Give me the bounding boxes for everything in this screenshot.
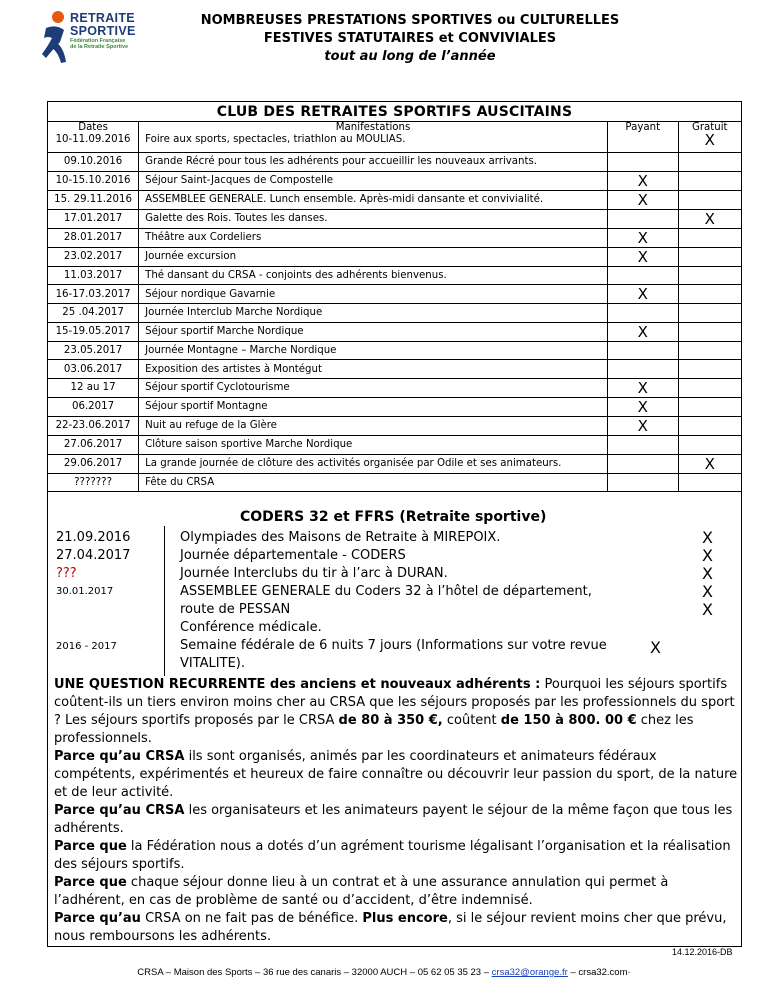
table-row [48,473,742,492]
table-row [48,228,742,247]
event-description: Théâtre aux Cordeliers [139,228,608,247]
faq-p4-text: chaque séjour donne lieu à un contrat et à une assurance annulation qui permet à l’adhérent, en cas de problème de santé ou d’accident, d’être indemnisé. [54,875,669,908]
gratuit-mark [678,416,741,435]
event-date: 09.10.2016 [48,153,139,172]
gratuit-mark [678,378,741,397]
col-header-gratuit: Gratuit [691,122,728,133]
footer-text2: – crsa32.com [567,967,628,978]
event-date: 06.2017 [48,397,139,416]
footer-email-link[interactable]: crsa32@orange.fr [491,967,568,978]
logo-line4: de la Retraite Sportive [70,44,129,50]
gratuit-mark [678,266,741,285]
table-row [48,247,742,266]
payant-mark: X [607,397,678,416]
payant-mark [607,454,678,473]
payant-mark: X [607,228,678,247]
table-row [48,378,742,397]
coders-date-4: 30.01.2017 [56,586,114,597]
coders-act-4c: Conférence médicale. [180,620,322,635]
event-date: 15. 29.11.2016 [48,190,139,209]
faq-q-price1: de 80 à 350 €, [338,713,443,728]
payant-mark [607,473,678,492]
coders-free-mark-2: X [702,546,713,565]
coders-pay-mark: X [650,638,661,657]
gratuit-mark [678,360,741,379]
col-header-manifestations: Manifestations [335,122,411,133]
faq-p5-text2: , si le séjour revient moins cher que prévu, nous remboursons les adhérents. [54,911,727,944]
gratuit-mark [678,473,741,492]
event-date: 25 .04.2017 [48,304,139,323]
event-date: 28.01.2017 [48,228,139,247]
coders-act-5b: VITALITE). [180,656,245,671]
event-description: Séjour sportif Cyclotourisme [139,378,608,397]
coders-date-5: 2016 - 2017 [56,641,117,652]
club-events-table [47,121,742,492]
faq-p5-bold: Parce qu’au [54,911,141,926]
gratuit-mark [678,153,741,172]
table-row [48,304,742,323]
payant-mark [607,153,678,172]
footer-text3: - [627,967,631,978]
coders-act-4a: ASSEMBLEE GENERALE du Coders 32 à l’hôtel de département, [180,584,592,599]
faq-question [54,676,739,748]
faq-q-text1: Pourquoi les séjours sportifs coûtent-ils un tiers environ moins cher au CRSA que les séjours proposés par les professionnels du sport ? Les séjours sportifs proposés par le CRSA [54,677,735,728]
payant-mark: X [607,190,678,209]
coders-act-5a: Semaine fédérale de 6 nuits 7 jours (Informations sur votre revue [180,638,607,653]
event-date: 10-11.09.2016 [55,134,131,145]
event-description: Galette des Rois. Toutes les danses. [139,209,608,228]
faq-q-text2: coûtent [442,713,501,728]
payant-mark: X [607,378,678,397]
event-description: Séjour sportif Marche Nordique [139,322,608,341]
coders-act-3: Journée Interclubs du tir à l’arc à DURAN. [180,566,448,581]
faq-q-bold: UNE QUESTION RECURRENTE des anciens et nouveaux adhérents : [54,677,541,692]
gratuit-mark [678,304,741,323]
event-description: Thé dansant du CRSA - conjoints des adhérents bienvenus. [139,266,608,285]
payant-mark [607,266,678,285]
logo-line1: RETRAITE [70,11,135,25]
event-description: Clôture saison sportive Marche Nordique [139,435,608,454]
coders-date-3: ??? [56,566,77,581]
table-row [48,397,742,416]
logo-line3: Fédération Française [70,38,126,44]
coders-divider [164,526,165,676]
event-date: 29.06.2017 [48,454,139,473]
faq-reason-1 [54,748,739,802]
document-stamp: 14.12.2016-DB [672,947,733,957]
event-description: Fête du CRSA [139,473,608,492]
payant-mark: X [607,322,678,341]
club-title: CLUB DES RETRAITES SPORTIFS AUSCITAINS [216,104,573,120]
coders-act-4b: route de PESSAN [180,602,291,617]
table-row [48,171,742,190]
gratuit-mark [678,285,741,304]
table-row [48,435,742,454]
payant-mark: X [607,171,678,190]
event-description: Séjour Saint-Jacques de Compostelle [139,171,608,190]
event-description: Journée Montagne – Marche Nordique [139,341,608,360]
gratuit-mark [678,190,741,209]
faq-p3-text: la Fédération nous a dotés d’un agrément tourisme légalisant l’organisation et la réalisation des séjours sportifs. [54,839,731,872]
gratuit-mark [678,322,741,341]
gratuit-mark [678,171,741,190]
event-description: Journée excursion [139,247,608,266]
event-description: ASSEMBLEE GENERALE. Lunch ensemble. Après-midi dansante et convivialité. [139,190,608,209]
logo-text [70,12,136,50]
payant-mark [607,122,678,153]
table-row [48,266,742,285]
payant-mark [607,360,678,379]
event-description: Séjour sportif Montagne [139,397,608,416]
event-date: 11.03.2017 [48,266,139,285]
event-date: 22-23.06.2017 [48,416,139,435]
faq-p2-bold: Parce qu’au CRSA [54,803,185,818]
table-row [48,416,742,435]
faq-p3-bold: Parce que [54,839,127,854]
gratuit-mark [678,247,741,266]
table-row [48,209,742,228]
logo-line2: SPORTIVE [70,24,136,38]
coders-act-2: Journée départementale - CODERS [180,548,406,563]
table-row [48,322,742,341]
faq-reason-2 [54,802,739,838]
footer [0,967,768,978]
gratuit-mark [678,122,741,153]
faq-q-text3: chez les professionnels. [54,713,694,746]
faq-reason-4 [54,874,739,910]
payant-mark: X [607,247,678,266]
coders-act-1: Olympiades des Maisons de Retraite à MIREPOIX. [180,530,501,545]
event-date: ??????? [48,473,139,492]
event-date: 16-17.03.2017 [48,285,139,304]
faq-p5-text1: CRSA on ne fait pas de bénéfice. [140,911,363,926]
header-line3: tout au long de l’année [324,49,496,64]
faq-q-price2: de 150 à 800. 00 € [500,713,637,728]
coders-activities [180,529,650,673]
faq-p2-text: les organisateurs et les animateurs payent le séjour de la même façon que tous les adhérents. [54,803,733,836]
event-date: 10-15.10.2016 [48,171,139,190]
faq-p1-text: ils sont organisés, animés par les coordinateurs et animateurs fédéraux compétents, expérimentés et heureux de faire connaître ou découvrir leur passion du sport, de la nature et de leur activité. [54,749,738,800]
table-row [48,285,742,304]
gratuit-mark: X [678,454,741,473]
payant-mark [607,304,678,323]
table-row [48,454,742,473]
table-row [48,341,742,360]
coders-date-1: 21.09.2016 [56,530,131,545]
event-description: La grande journée de clôture des activités organisée par Odile et ses animateurs. [139,454,608,473]
coders-free-mark-5: X [702,600,713,619]
event-description: Nuit au refuge de la Glère [139,416,608,435]
footer-text1: CRSA – Maison des Sports – 36 rue des canaris – 32000 AUCH – 05 62 05 35 23 – [137,967,492,978]
coders-free-mark-3: X [702,564,713,583]
table-row [48,122,742,153]
event-date [48,122,139,153]
faq-p1-bold: Parce qu’au CRSA [54,749,185,764]
gratuit-mark [678,435,741,454]
event-description: Foire aux sports, spectacles, triathlon au MOULIAS. [145,134,406,145]
payant-mark: X [607,285,678,304]
col-header-dates: Dates [78,122,108,133]
coders-title: CODERS 32 et FFRS (Retraite sportive) [240,509,547,525]
gratuit-mark: X [678,209,741,228]
event-description: Exposition des artistes à Montégut [139,360,608,379]
coders-free-mark-1: X [702,528,713,547]
faq-section [54,676,739,946]
gratuit-mark [678,397,741,416]
event-date: 23.02.2017 [48,247,139,266]
faq-p4-bold: Parce que [54,875,127,890]
event-description: Journée Interclub Marche Nordique [139,304,608,323]
header-line1: NOMBREUSES PRESTATIONS SPORTIVES ou CULTURELLES [200,13,620,28]
payant-mark [607,341,678,360]
event-date: 23.05.2017 [48,341,139,360]
table-row [48,153,742,172]
event-date: 17.01.2017 [48,209,139,228]
event-date: 15-19.05.2017 [48,322,139,341]
event-description [139,122,608,153]
coders-free-mark-4: X [702,582,713,601]
payant-mark: X [607,416,678,435]
faq-p5-bold2: Plus encore [362,911,448,926]
event-description: Séjour nordique Gavarnie [139,285,608,304]
gratuit-mark: X [704,131,715,149]
gratuit-mark [678,228,741,247]
coders-date-2: 27.04.2017 [56,548,131,563]
page-header [150,12,670,66]
payant-mark [607,209,678,228]
event-date: 27.06.2017 [48,435,139,454]
event-date: 12 au 17 [48,378,139,397]
payant-mark [607,435,678,454]
col-header-payant: Payant [625,122,661,133]
event-date: 03.06.2017 [48,360,139,379]
faq-reason-3 [54,838,739,874]
event-description: Grande Récré pour tous les adhérents pour accueillir les nouveaux arrivants. [139,153,608,172]
table-row [48,360,742,379]
table-row [48,190,742,209]
faq-reason-5 [54,910,739,946]
header-line2: FESTIVES STATUTAIRES et CONVIVIALES [263,31,557,46]
gratuit-mark [678,341,741,360]
